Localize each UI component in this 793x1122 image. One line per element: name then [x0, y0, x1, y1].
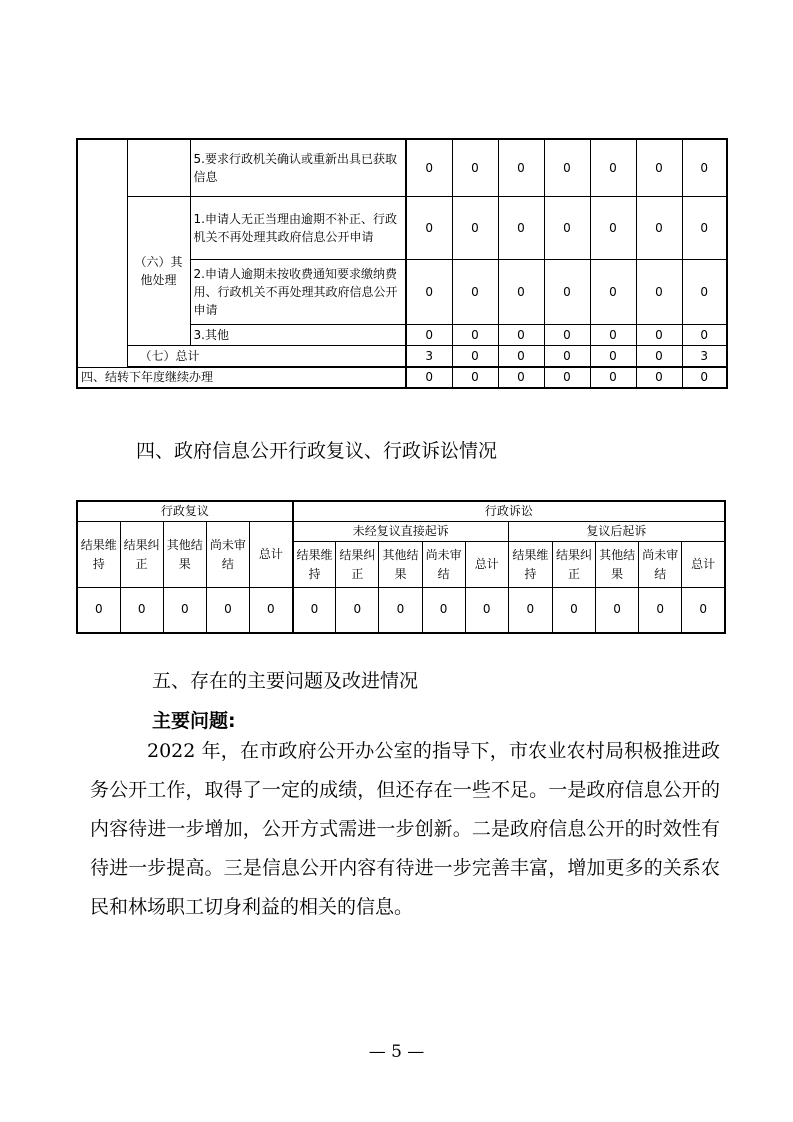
row-label: 四、结转下年度继续办理	[77, 367, 406, 388]
cell-value: 0	[498, 345, 544, 366]
cell-value: 0	[590, 367, 636, 388]
row-label: （七）总计	[127, 345, 406, 366]
problems-subheading: 主要问题:	[152, 710, 236, 732]
cell-value: 0	[636, 139, 682, 196]
cell-value: 0	[250, 588, 293, 633]
cell-value: 0	[596, 588, 639, 633]
table-row	[77, 196, 727, 259]
col-header: 结果纠正	[336, 542, 379, 588]
cell-value: 0	[636, 345, 682, 366]
table-row	[77, 139, 727, 196]
cell-value: 0	[682, 367, 727, 388]
cell-value: 0	[682, 259, 727, 324]
cell-value: 0	[452, 259, 498, 324]
cell-value: 0	[544, 259, 590, 324]
cell-value: 0	[544, 345, 590, 366]
cell-value: 0	[590, 324, 636, 345]
col-header: 其他结果	[379, 542, 422, 588]
cell-value: 0	[498, 196, 544, 259]
cell-value: 0	[544, 196, 590, 259]
cell-value: 0	[452, 324, 498, 345]
cell-value: 0	[163, 588, 206, 633]
admin-litigation-header: 行政诉讼	[293, 501, 725, 522]
cell-value: 0	[498, 139, 544, 196]
cell-value: 0	[120, 588, 163, 633]
cell-value: 0	[452, 345, 498, 366]
cell-value: 0	[590, 259, 636, 324]
col-header: 结果维持	[508, 542, 552, 588]
cell-value: 0	[544, 139, 590, 196]
cell-value: 0	[77, 588, 120, 633]
col-header: 总计	[250, 522, 293, 588]
row-label: 1.申请人无正当理由逾期不补正、行政机关不再处理其政府信息公开申请	[190, 196, 406, 259]
col-header: 结果维持	[77, 522, 120, 588]
cell-value: 0	[590, 139, 636, 196]
cell-value: 0	[636, 324, 682, 345]
col-header: 结果维持	[293, 542, 336, 588]
cell-value: 0	[682, 588, 725, 633]
paragraph-text: 2022 年，在市政府公开办公室的指导下，市农业农村局积极推进政务公开工作，取得了一定的成绩，但还存在一些不足。一是政府信息公开的内容待进一步增加，公开方式需进一步创新。二是政府信息公开的时效性有待进一步提高。三是信息公开内容有待进一步完善丰富，增加更多的关系农民和林场职工切身利益的相关的信息。	[90, 740, 720, 918]
page-number: — 5 —	[368, 1042, 425, 1062]
section-four-heading: 四、政府信息公开行政复议、行政诉讼情况	[136, 440, 498, 462]
table-row	[77, 588, 725, 633]
cell-value: 0	[682, 324, 727, 345]
admin-review-header: 行政复议	[77, 501, 293, 522]
cell-value: 0	[498, 259, 544, 324]
cell-value: 0	[498, 324, 544, 345]
cell-value: 0	[452, 139, 498, 196]
cell-value: 0	[636, 367, 682, 388]
col-header: 尚未审结	[639, 542, 682, 588]
cell-value: 3	[682, 345, 727, 366]
section-five-heading: 五、存在的主要问题及改进情况	[152, 670, 419, 692]
cell-value: 0	[590, 196, 636, 259]
cell-value: 0	[590, 345, 636, 366]
cell-value: 0	[406, 367, 452, 388]
cell-value: 0	[379, 588, 422, 633]
table-row	[77, 345, 727, 366]
col-header: 尚未审结	[422, 542, 465, 588]
row-label: 2.申请人逾期未按收费通知要求缴纳费用、行政机关不再处理其政府信息公开申请	[190, 259, 406, 324]
cell-value: 0	[336, 588, 379, 633]
review-litigation-table	[76, 500, 726, 634]
cell-value: 0	[406, 324, 452, 345]
table-row	[77, 367, 727, 388]
col-header: 总计	[465, 542, 508, 588]
cell-value: 0	[406, 139, 452, 196]
cell-value: 0	[682, 196, 727, 259]
row-label: 5.要求行政机关确认或重新出具已获取信息	[190, 139, 406, 196]
cell-value: 0	[636, 196, 682, 259]
cell-value: 0	[293, 588, 336, 633]
cell-value: 0	[682, 139, 727, 196]
cell-value: 0	[406, 196, 452, 259]
col-header: 总计	[682, 542, 725, 588]
cell-value: 0	[498, 367, 544, 388]
cell-value: 0	[422, 588, 465, 633]
cell-value: 0	[544, 324, 590, 345]
table-row	[77, 522, 725, 542]
col-header: 尚未审结	[206, 522, 249, 588]
cell-value: 0	[452, 367, 498, 388]
group-label: （六）其他处理	[127, 196, 190, 345]
cell-value: 0	[544, 367, 590, 388]
after-review-header: 复议后起诉	[508, 522, 725, 542]
cell-value: 0	[552, 588, 595, 633]
cell-value: 3	[406, 345, 452, 366]
cell-value: 0	[406, 259, 452, 324]
cell-value: 0	[636, 259, 682, 324]
cell-value: 0	[465, 588, 508, 633]
problems-paragraph	[90, 732, 720, 927]
direct-suit-header: 未经复议直接起诉	[293, 522, 509, 542]
cell-value: 0	[639, 588, 682, 633]
col-header: 结果纠正	[120, 522, 163, 588]
row-label: 3.其他	[190, 324, 406, 345]
col-header: 结果纠正	[552, 542, 595, 588]
table-row	[77, 501, 725, 522]
cell-value: 0	[206, 588, 249, 633]
cell-value: 0	[452, 196, 498, 259]
processing-results-table	[76, 138, 728, 389]
col-header: 其他结果	[163, 522, 206, 588]
col-header: 其他结果	[596, 542, 639, 588]
cell-value: 0	[508, 588, 552, 633]
